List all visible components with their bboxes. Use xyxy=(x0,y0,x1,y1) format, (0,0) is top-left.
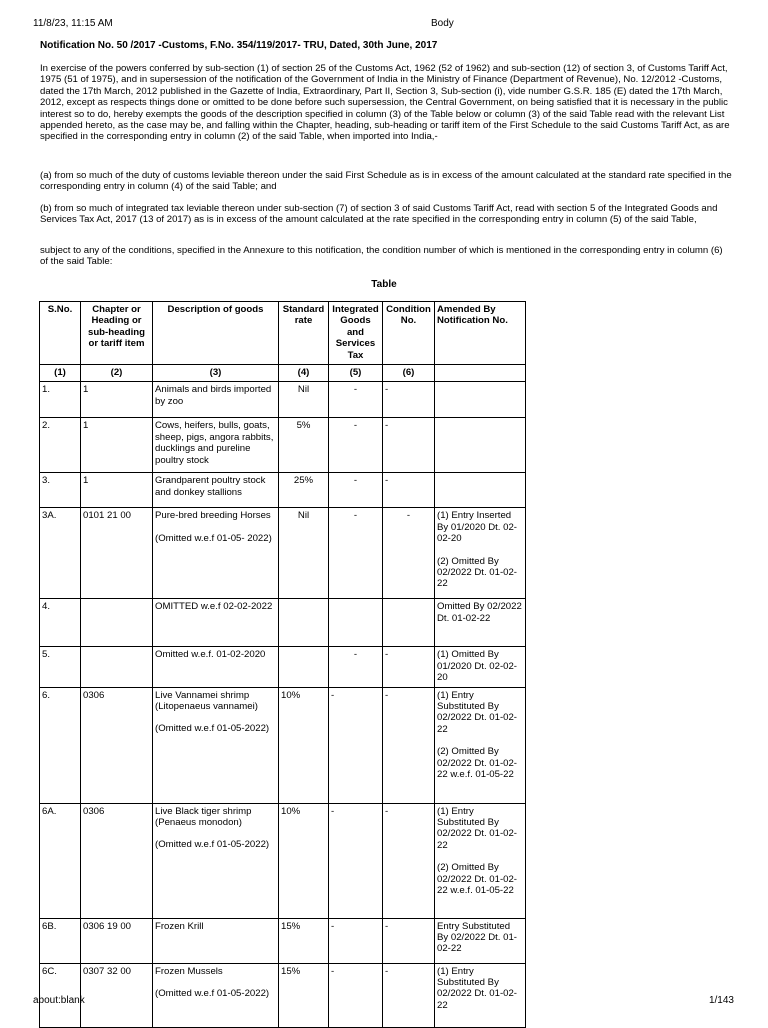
print-datetime: 11/8/23, 11:15 AM xyxy=(33,18,113,29)
cell-igst xyxy=(329,418,383,473)
cell-condition xyxy=(383,473,435,508)
cell-igst xyxy=(329,473,383,508)
cell-standard-rate-text: 15% xyxy=(281,965,301,977)
cell-igst-text: - xyxy=(331,689,335,701)
cell-amended-note: (2) Omitted By 02/2022 Dt. 01-02-22 w.e.f. 01-05-22 xyxy=(437,862,518,897)
cell-sno-text: 5. xyxy=(42,649,51,661)
cell-standard-rate xyxy=(279,599,329,647)
cell-sno-text: 6C. xyxy=(42,965,57,977)
cell-sno xyxy=(40,599,81,647)
table-row xyxy=(40,963,526,1027)
header-description: Description of goods xyxy=(153,302,279,365)
header-amended: Amended By Notification No. xyxy=(435,302,526,365)
cell-chapter xyxy=(81,803,153,918)
cell-amended xyxy=(435,382,526,418)
table-caption: Table xyxy=(371,279,397,290)
cell-igst-text: - xyxy=(353,475,358,487)
cell-description xyxy=(153,508,279,599)
cell-standard-rate-text: Nil xyxy=(297,384,310,396)
cell-description-note: (Omitted w.e.f 01-05- 2022) xyxy=(155,532,272,544)
cell-chapter xyxy=(81,599,153,647)
cell-description xyxy=(153,418,279,473)
cell-amended-text: (1) Entry Inserted By 01/2020 Dt. 02-02-20 xyxy=(437,510,517,545)
cell-amended-text: (1) Entry Substituted By 02/2022 Dt. 01-02-22 xyxy=(437,965,518,1011)
cell-igst xyxy=(329,918,383,963)
cell-amended xyxy=(435,803,526,918)
cell-condition-text: - xyxy=(385,689,389,701)
cell-amended xyxy=(435,508,526,599)
cell-amended-text: (1) Entry Substituted By 02/2022 Dt. 01-02-22 xyxy=(437,689,518,735)
cell-condition-text: - xyxy=(385,649,389,661)
cell-sno-text: 3A. xyxy=(42,510,57,522)
cell-chapter xyxy=(81,918,153,963)
cell-chapter xyxy=(81,473,153,508)
cell-description-text: Cows, heifers, bulls, goats, sheep, pigs, angora rabbits, ducklings and pureline poultry stock xyxy=(155,420,274,466)
cell-sno xyxy=(40,418,81,473)
cell-condition xyxy=(383,918,435,963)
cell-description-note: (Omitted w.e.f 01-05-2022) xyxy=(155,839,270,851)
cell-amended-text: Entry Substituted By 02/2022 Dt. 01-02-22 xyxy=(437,920,517,955)
cell-description xyxy=(153,963,279,1027)
table-row xyxy=(40,687,526,803)
cell-igst xyxy=(329,647,383,687)
cell-igst xyxy=(329,382,383,418)
cell-standard-rate xyxy=(279,418,329,473)
cell-standard-rate-text: 5% xyxy=(296,420,311,432)
cell-description-note: (Omitted w.e.f 01-05-2022) xyxy=(155,723,270,735)
cell-sno xyxy=(40,687,81,803)
cell-condition-text: - xyxy=(385,475,389,487)
cell-sno-text: 3. xyxy=(42,475,51,487)
cell-chapter xyxy=(81,382,153,418)
cell-condition xyxy=(383,963,435,1027)
cell-sno-text: 4. xyxy=(42,601,51,613)
col-number: (4) xyxy=(279,365,329,382)
header-sno: S.No. xyxy=(40,302,81,365)
cell-standard-rate-text: 25% xyxy=(293,475,314,487)
cell-chapter-text: 0306 19 00 xyxy=(83,920,132,932)
cell-standard-rate xyxy=(279,473,329,508)
cell-igst-text: - xyxy=(353,649,358,661)
column-number-row xyxy=(40,365,526,382)
cell-description-text: Frozen Mussels xyxy=(155,965,223,977)
clause-a-paragraph: (a) from so much of the duty of customs leviable thereon under the said First Schedule as is in excess of the amount calculated at the standard rate specified in the corresponding entry in column (4) of the said Table; and xyxy=(40,170,732,193)
cell-description xyxy=(153,599,279,647)
cell-chapter-text: 1 xyxy=(83,420,89,432)
cell-sno xyxy=(40,473,81,508)
header-condition: Condition No. xyxy=(383,302,435,365)
cell-amended xyxy=(435,963,526,1027)
table-header-row xyxy=(40,302,526,365)
cell-description-note: (Omitted w.e.f 01-05-2022) xyxy=(155,988,270,1000)
cell-standard-rate-text: Nil xyxy=(297,510,310,522)
cell-standard-rate-text: 10% xyxy=(281,689,301,701)
cell-chapter xyxy=(81,418,153,473)
cell-amended xyxy=(435,687,526,803)
cell-amended xyxy=(435,918,526,963)
cell-amended-note: (2) Omitted By 02/2022 Dt. 01-02-22 xyxy=(437,555,518,590)
cell-description xyxy=(153,687,279,803)
preamble-paragraph: In exercise of the powers conferred by sub-section (1) of section 25 of the Customs Act, 1962 (52 of 1962) and sub-section (12) of section 3, of Customs Tariff Act, 1975 (51 of 1975), and in supersession of the notification of the Government of India in the Ministry of Finance (Department of Revenue), No. 12/2012 -Customs, dated the 17th March, 2012 published in the Gazette of India, Extraordinary, Part II, Section 3, Sub-section (i), vide number G.S.R. 185 (E) dated the 17th March, 2012, except as respects things done or omitted to be done before such supersession, the Central Government, on being satisfied that it is necessary in the public interest so to do, hereby exempts the goods of the description specified in column (3) of the Table below or column (3) of the said Table read with the relevant List appended hereto, as the case may be, and falling within the Chapter, heading, sub-heading or tariff item of the First Schedule to the said Customs Tariff Act, as are specified in the corresponding entry in column (2) of the said Table, when imported into India,- xyxy=(40,63,730,143)
cell-description xyxy=(153,918,279,963)
table-row xyxy=(40,647,526,687)
cell-amended xyxy=(435,418,526,473)
cell-description-text: OMITTED w.e.f 02-02-2022 xyxy=(155,601,273,613)
cell-igst-text: - xyxy=(331,965,335,977)
cell-igst xyxy=(329,963,383,1027)
cell-igst xyxy=(329,803,383,918)
cell-condition-text: - xyxy=(385,920,389,932)
header-chapter: Chapter or Heading or sub-heading or tariff item xyxy=(81,302,153,365)
col-number: (3) xyxy=(153,365,279,382)
cell-sno xyxy=(40,918,81,963)
cell-chapter-text: 0101 21 00 xyxy=(83,510,132,522)
table-row xyxy=(40,473,526,508)
cell-amended-text: Omitted By 02/2022 Dt. 01-02-22 xyxy=(437,601,522,624)
cell-standard-rate xyxy=(279,647,329,687)
cell-sno xyxy=(40,803,81,918)
cell-sno-text: 6B. xyxy=(42,920,57,932)
table-row xyxy=(40,508,526,599)
cell-sno xyxy=(40,647,81,687)
header-igst: Integrated Goods and Services Tax xyxy=(329,302,383,365)
table-body xyxy=(40,382,526,1027)
cell-standard-rate-text: 15% xyxy=(281,920,301,932)
cell-standard-rate xyxy=(279,687,329,803)
cell-standard-rate xyxy=(279,963,329,1027)
header-standard-rate: Standard rate xyxy=(279,302,329,365)
col-number: (6) xyxy=(383,365,435,382)
cell-condition xyxy=(383,508,435,599)
cell-condition xyxy=(383,382,435,418)
cell-igst-text: - xyxy=(353,420,358,432)
cell-description xyxy=(153,803,279,918)
cell-chapter xyxy=(81,508,153,599)
cell-condition xyxy=(383,687,435,803)
clause-b-paragraph: (b) from so much of integrated tax leviable thereon under sub-section (7) of section 3 of said Customs Tariff Act, read with section 5 of the Integrated Goods and Services Tax Act, 2017 (13 of 2017) as is in excess of the amount calculated at the rate specified in the corresponding entry in column (5) of the said Table, xyxy=(40,203,718,226)
cell-sno xyxy=(40,508,81,599)
cell-sno xyxy=(40,382,81,418)
cell-sno-text: 6A. xyxy=(42,805,57,817)
cell-description-text: Grandparent poultry stock and donkey stallions xyxy=(155,475,266,498)
cell-condition-text: - xyxy=(385,805,389,817)
cell-chapter-text: 0306 xyxy=(83,689,105,701)
cell-chapter-text: 0306 xyxy=(83,805,105,817)
cell-description-text: Omitted w.e.f. 01-02-2020 xyxy=(155,649,266,661)
cell-condition-text: - xyxy=(385,420,389,432)
cell-igst xyxy=(329,599,383,647)
cell-condition xyxy=(383,803,435,918)
table-row xyxy=(40,918,526,963)
cell-igst-text: - xyxy=(353,510,358,522)
col-number: (2) xyxy=(81,365,153,382)
cell-description-text: Pure-bred breeding Horses xyxy=(155,510,271,522)
cell-chapter-text: 1 xyxy=(83,384,89,396)
cell-sno-text: 1. xyxy=(42,384,51,396)
col-number-empty xyxy=(435,365,526,382)
cell-amended-text: (1) Entry Substituted By 02/2022 Dt. 01-02-22 xyxy=(437,805,518,851)
print-page-number: 1/143 xyxy=(708,995,734,1006)
cell-amended xyxy=(435,647,526,687)
cell-condition-text: - xyxy=(385,384,389,396)
cell-standard-rate xyxy=(279,803,329,918)
col-number: (1) xyxy=(40,365,81,382)
cell-description-text: Animals and birds imported by zoo xyxy=(155,384,272,407)
cell-amended xyxy=(435,473,526,508)
cell-chapter xyxy=(81,647,153,687)
cell-chapter-text: 1 xyxy=(83,475,89,487)
print-url: about:blank xyxy=(33,995,85,1006)
cell-standard-rate xyxy=(279,382,329,418)
cell-description xyxy=(153,382,279,418)
cell-condition xyxy=(383,647,435,687)
cell-amended xyxy=(435,599,526,647)
col-number: (5) xyxy=(329,365,383,382)
table-row xyxy=(40,803,526,918)
cell-sno-text: 2. xyxy=(42,420,51,432)
cell-igst xyxy=(329,508,383,599)
cell-condition xyxy=(383,418,435,473)
cell-igst-text: - xyxy=(353,384,358,396)
cell-standard-rate xyxy=(279,508,329,599)
cell-description xyxy=(153,647,279,687)
cell-standard-rate-text: 10% xyxy=(281,805,301,817)
cell-description-text: Live Black tiger shrimp (Penaeus monodon) xyxy=(155,805,252,829)
cell-chapter-text: 0307 32 00 xyxy=(83,965,132,977)
cell-condition xyxy=(383,599,435,647)
cell-description-text: Frozen Krill xyxy=(155,920,204,932)
cell-description xyxy=(153,473,279,508)
conditions-paragraph: subject to any of the conditions, specified in the Annexure to this notification, the condition number of which is mentioned in the corresponding entry in column (6) of the said Table: xyxy=(40,245,723,268)
table-row xyxy=(40,418,526,473)
cell-standard-rate xyxy=(279,918,329,963)
cell-condition-text: - xyxy=(406,510,411,522)
print-page-title: Body xyxy=(431,18,454,29)
cell-igst xyxy=(329,687,383,803)
cell-igst-text: - xyxy=(331,805,335,817)
exemption-table xyxy=(39,301,526,1028)
cell-igst-text: - xyxy=(331,920,335,932)
cell-sno-text: 6. xyxy=(42,689,51,701)
cell-chapter xyxy=(81,687,153,803)
notification-title: Notification No. 50 /2017 -Customs, F.No. 354/119/2017- TRU, Dated, 30th June, 2017 xyxy=(40,40,438,51)
cell-chapter xyxy=(81,963,153,1027)
cell-amended-note: (2) Omitted By 02/2022 Dt. 01-02-22 w.e.f. 01-05-22 xyxy=(437,746,518,781)
cell-amended-text: (1) Omitted By 01/2020 Dt. 02-02-20 xyxy=(437,649,518,684)
table-row xyxy=(40,599,526,647)
table-row xyxy=(40,382,526,418)
cell-description-text: Live Vannamei shrimp (Litopenaeus vannamei) xyxy=(155,689,258,713)
cell-condition-text: - xyxy=(385,965,389,977)
